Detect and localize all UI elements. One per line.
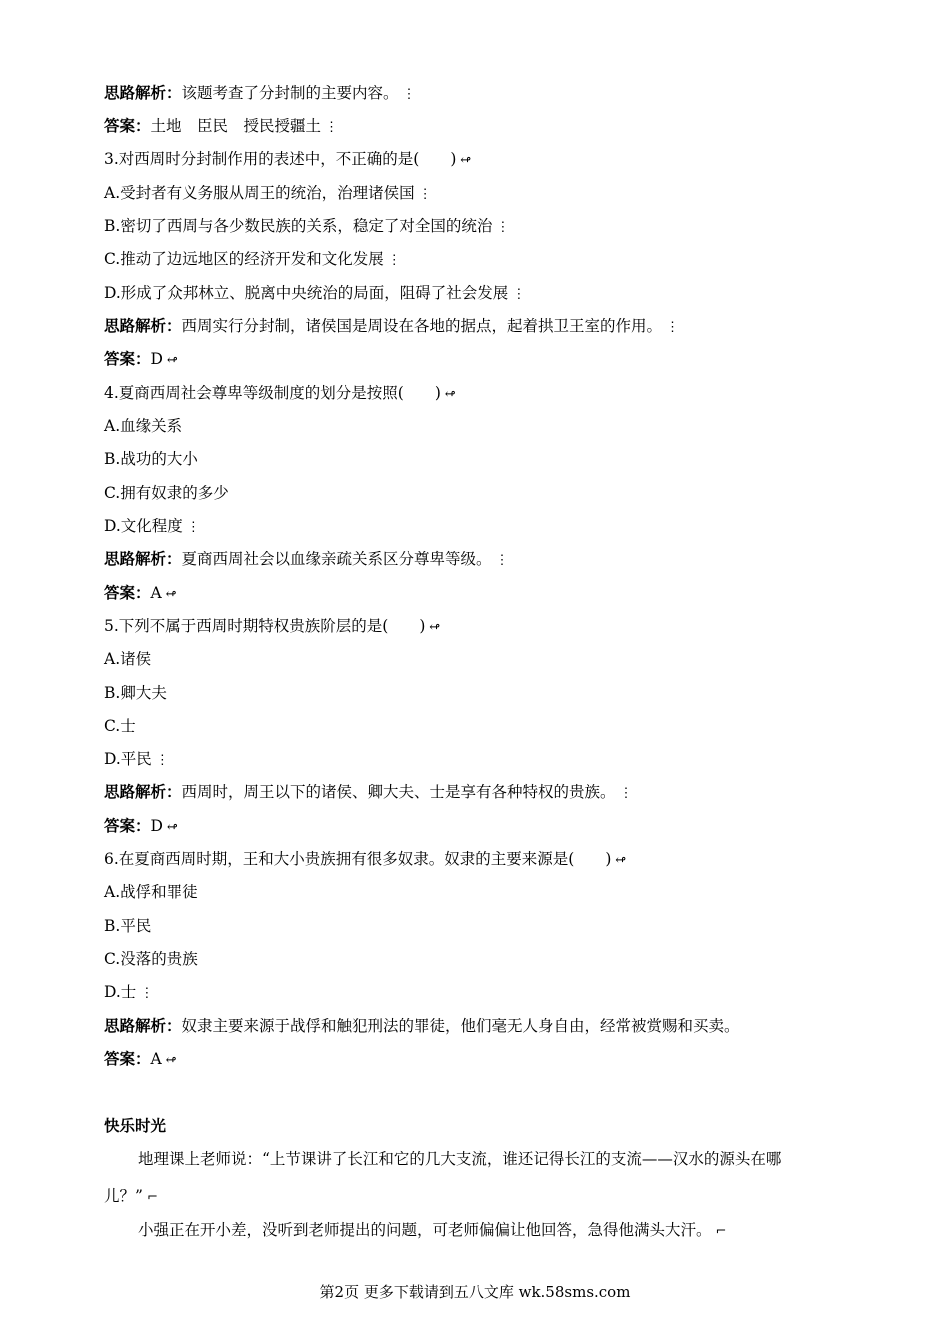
line-text: 6.在夏商西周时期，王和大小贵族拥有很多奴隶。奴隶的主要来源是( ) — [104, 850, 612, 868]
answer-label: 答案： — [104, 817, 151, 835]
line-text: B.平民 — [104, 917, 152, 935]
analysis-label: 思路解析： — [104, 317, 182, 335]
line-text: A — [150, 1050, 162, 1068]
paragraph-mark-icon: ↫ — [429, 620, 441, 635]
line-text: A.战俘和罪徒 — [104, 883, 198, 901]
paragraph-mark-icon: ⋮ — [418, 187, 432, 202]
option-line — [104, 716, 136, 736]
page-footer: 第2页 更多下载请到五八文库 wk.58sms.com — [319, 1283, 631, 1301]
question-line — [104, 616, 440, 638]
line-text: 土地 臣民 授民授疆土 — [150, 117, 322, 135]
line-text: B.密切了西周与各少数民族的关系，稳定了对全国的统治 — [104, 217, 493, 235]
line-text: D.士 — [104, 983, 137, 1001]
paragraph-mark-icon: ↫ — [615, 853, 627, 868]
option-line — [104, 649, 151, 669]
option-line — [104, 749, 169, 771]
option-line — [104, 216, 509, 238]
paragraph-mark-icon: ⌐ — [146, 1190, 158, 1205]
line-text: A.血缘关系 — [104, 417, 183, 435]
answer-label: 答案： — [104, 117, 151, 135]
answer-label: 答案： — [104, 584, 151, 602]
paragraph-mark-icon: ↫ — [444, 387, 456, 402]
line-text: 西周时，周王以下的诸侯、卿大夫、士是享有各种特权的贵族。 — [181, 783, 616, 801]
option-line — [104, 449, 198, 469]
paragraph-mark-icon: ⋮ — [496, 220, 510, 235]
option-line — [104, 483, 229, 503]
analysis-label: 思路解析： — [104, 1017, 182, 1035]
story-paragraph-continued — [104, 1186, 158, 1208]
story-text: 儿？” — [104, 1187, 143, 1205]
paragraph-mark-icon: ⌐ — [715, 1224, 727, 1239]
answer-line — [104, 116, 338, 138]
line-text: A.受封者有义务服从周王的统治，治理诸侯国 — [104, 184, 415, 202]
line-text: D.平民 — [104, 750, 152, 768]
line-text: 西周实行分封制，诸侯国是周设在各地的据点，起着拱卫王室的作用。 — [181, 317, 663, 335]
analysis-line — [104, 316, 679, 338]
paragraph-mark-icon: ⋮ — [512, 287, 526, 302]
paragraph-mark-icon: ↫ — [460, 153, 472, 168]
option-line — [104, 416, 182, 436]
line-text: B.战功的大小 — [104, 450, 198, 468]
paragraph-mark-icon: ⋮ — [325, 120, 339, 135]
paragraph-mark-icon: ⋮ — [387, 253, 401, 268]
line-text: C.拥有奴隶的多少 — [104, 484, 229, 502]
paragraph-mark-icon: ↫ — [166, 820, 178, 835]
story-paragraph — [138, 1149, 781, 1169]
option-line — [104, 916, 151, 936]
question-line — [104, 849, 626, 871]
option-line — [104, 283, 525, 305]
line-text: 4.夏商西周社会尊卑等级制度的划分是按照( ) — [104, 384, 441, 402]
line-text: B.卿大夫 — [104, 684, 167, 702]
answer-line — [104, 349, 178, 371]
analysis-label: 思路解析： — [104, 550, 182, 568]
line-text: A.诸侯 — [104, 650, 152, 668]
option-line — [104, 882, 198, 902]
line-text: 3.对西周时分封制作用的表述中，不正确的是( ) — [104, 150, 457, 168]
analysis-label: 思路解析： — [104, 783, 182, 801]
question-line — [104, 383, 456, 405]
line-text: C.士 — [104, 717, 136, 735]
line-text: A — [150, 584, 162, 602]
option-line — [104, 249, 401, 271]
analysis-label: 思路解析： — [104, 84, 182, 102]
paragraph-mark-icon: ⋮ — [666, 320, 680, 335]
option-line — [104, 982, 153, 1004]
line-text: D — [150, 350, 163, 368]
option-line — [104, 183, 432, 205]
question-line — [104, 149, 471, 171]
option-line — [104, 516, 200, 538]
analysis-line — [104, 1016, 740, 1036]
answer-line — [104, 583, 177, 605]
line-text: 该题考查了分封制的主要内容。 — [181, 84, 399, 102]
paragraph-mark-icon: ⋮ — [495, 553, 509, 568]
line-text: C.推动了边远地区的经济开发和文化发展 — [104, 250, 384, 268]
story-paragraph — [138, 1220, 726, 1242]
option-line — [104, 683, 167, 703]
analysis-line — [104, 83, 416, 105]
section-title: 快乐时光 — [104, 1117, 167, 1135]
line-text: 奴隶主要来源于战俘和触犯刑法的罪徒，他们毫无人身自由，经常被赏赐和买卖。 — [181, 1017, 740, 1035]
paragraph-mark-icon: ↫ — [165, 1053, 177, 1068]
line-text: D.文化程度 — [104, 517, 183, 535]
answer-line — [104, 1049, 177, 1071]
paragraph-mark-icon: ⋮ — [140, 986, 154, 1001]
story-text: 地理课上老师说：“上节课讲了长江和它的几大支流，谁还记得长江的支流——汉水的源头在哪 — [138, 1150, 782, 1168]
story-text: 小强正在开小差，没听到老师提出的问题，可老师偏偏让他回答，急得他满头大汗。 — [138, 1221, 712, 1239]
line-text: 5.下列不属于西周时期特权贵族阶层的是( ) — [104, 617, 426, 635]
line-text: C.没落的贵族 — [104, 950, 198, 968]
paragraph-mark-icon: ⋮ — [186, 520, 200, 535]
line-text: D.形成了众邦林立、脱离中央统治的局面，阻碍了社会发展 — [104, 284, 509, 302]
answer-label: 答案： — [104, 350, 151, 368]
paragraph-mark-icon: ↫ — [166, 353, 178, 368]
paragraph-mark-icon: ⋮ — [619, 786, 633, 801]
paragraph-mark-icon: ⋮ — [402, 87, 416, 102]
option-line — [104, 949, 198, 969]
line-text: D — [150, 817, 163, 835]
paragraph-mark-icon: ↫ — [165, 587, 177, 602]
answer-label: 答案： — [104, 1050, 151, 1068]
line-text: 夏商西周社会以血缘亲疏关系区分尊卑等级。 — [181, 550, 492, 568]
paragraph-mark-icon: ⋮ — [155, 753, 169, 768]
analysis-line — [104, 782, 633, 804]
answer-line — [104, 816, 178, 838]
analysis-line — [104, 549, 509, 571]
